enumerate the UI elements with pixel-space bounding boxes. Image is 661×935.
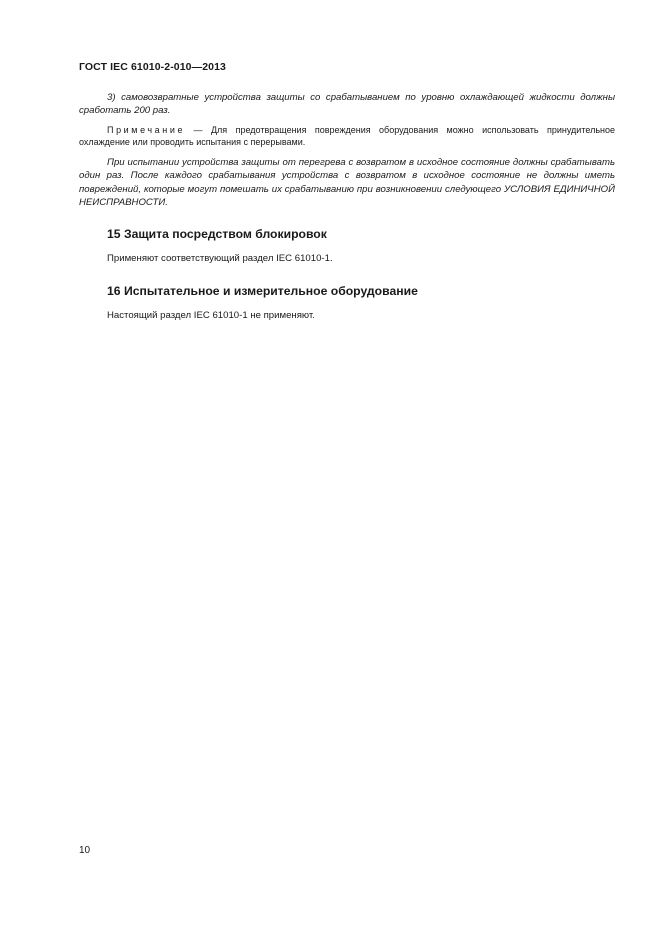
section-15-text: Применяют соответствующий раздел IEC 61010-1. (107, 252, 333, 264)
document-header-id: ГОСТ IEC 61010-2-010—2013 (79, 61, 226, 73)
note-text: — Для предотвращения повреждения оборудования можно использовать принудительное охлаждение или проводить испытания с перерывами. (79, 124, 615, 148)
page-number: 10 (79, 845, 91, 856)
note-paragraph (79, 124, 615, 149)
section-15-title: 15 Защита посредством блокировок (107, 226, 327, 241)
requirement-paragraph: При испытании устройства защиты от перегрева с возвратом в исходное состояние должны срабатывать один раз. После каждого срабатывания устройства с возвратом в исходное состояние не должны иметь повреждений, которые могут помешать их срабатыванию при возникновении следующего УСЛОВИЯ ЕДИНИЧНОЙ НЕИСПРАВНОСТИ. (79, 157, 615, 209)
page-content (79, 91, 615, 341)
section-16-title: 16 Испытательное и измерительное оборудование (107, 283, 418, 298)
note-label: Примечание (107, 124, 186, 135)
list-item-3: 3) самовозвратные устройства защиты со срабатыванием по уровню охлаждающей жидкости должны сработать 200 раз. (79, 92, 615, 117)
section-16-text: Настоящий раздел IEC 61010-1 не применяют. (107, 309, 315, 321)
